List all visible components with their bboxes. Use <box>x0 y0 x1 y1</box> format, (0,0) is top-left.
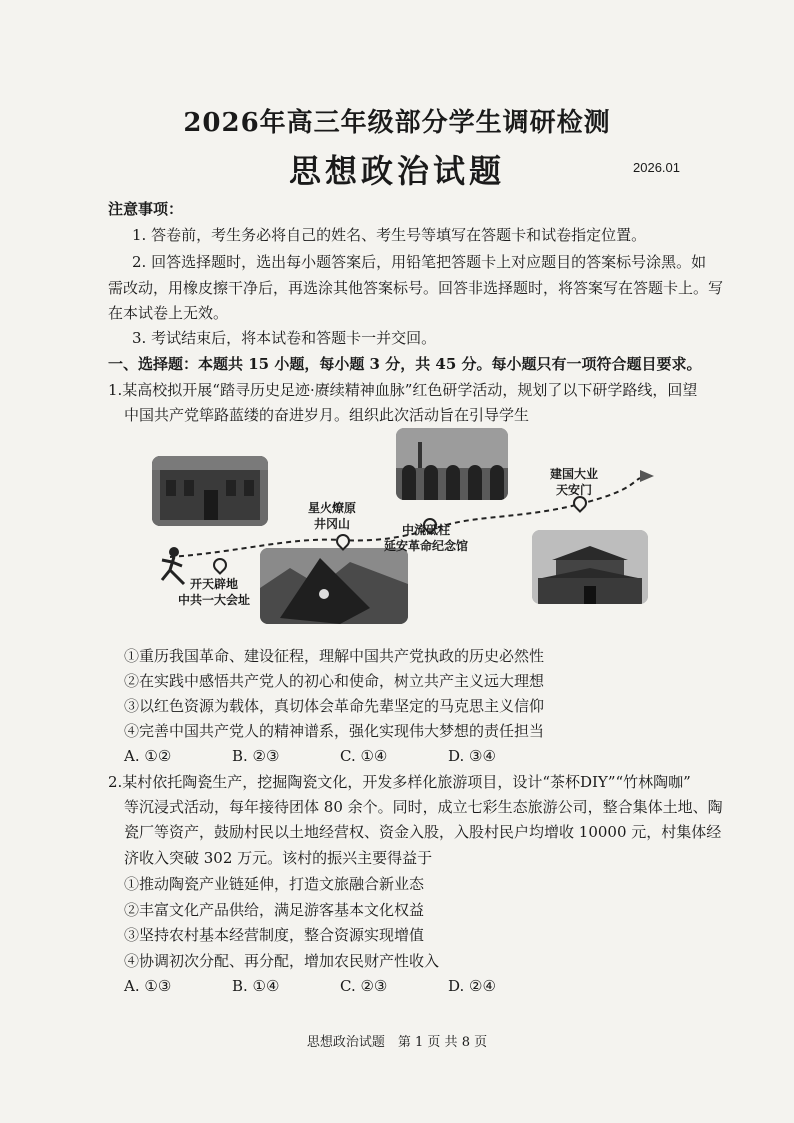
red-route-illustration <box>150 422 670 632</box>
stop-label-jinggangshan <box>308 500 356 532</box>
notice-heading: 注意事项： <box>108 200 184 218</box>
stop-label-tiananmen <box>550 466 598 498</box>
yida-site-photo <box>152 456 268 526</box>
q2-option-c[interactable]: C. ②③ <box>340 977 388 995</box>
notice-item-3: 3. 考试结束后，将本试卷和答题卡一并交回。 <box>132 329 437 347</box>
yanan-memorial-photo <box>396 428 508 500</box>
stop1-title: 开天辟地 <box>190 577 239 591</box>
q1-stem-line1: 1.某高校拟开展“踏寻历史足迹·赓续精神血脉”红色研学活动，规划了以下研学路线，回望 <box>108 381 698 399</box>
q1-option-a[interactable]: A. ①② <box>124 747 172 765</box>
q2-stem-line3: 瓷厂等资产，鼓励村民以土地经营权、资金入股，入股村民户均增收 10000 元，村集体经 <box>124 823 722 841</box>
stop4-place: 天安门 <box>556 483 593 497</box>
exam-date: 2026.01 <box>633 160 680 175</box>
stop2-place: 井冈山 <box>314 517 351 531</box>
jinggangshan-photo <box>260 548 408 624</box>
stop1-place: 中共一大会址 <box>178 593 251 607</box>
q2-statement-1: ①推动陶瓷产业链延伸，打造文旅融合新业态 <box>124 875 425 893</box>
q1-statement-2: ②在实践中感悟共产党人的初心和使命，树立共产主义远大理想 <box>124 672 545 690</box>
q2-stem-line4: 济收入突破 302 万元。该村的振兴主要得益于 <box>124 849 433 867</box>
stop3-place: 延安革命纪念馆 <box>384 539 469 553</box>
stop3-title: 中流砥柱 <box>402 523 451 537</box>
q1-option-d[interactable]: D. ③④ <box>448 747 496 765</box>
q2-option-d[interactable]: D. ②④ <box>448 977 496 995</box>
notice-item-2-line2: 需改动，用橡皮擦干净后，再选涂其他答案标号。回答非选择题时，将答案写在答题卡上。写 <box>108 279 724 297</box>
q1-option-c[interactable]: C. ①④ <box>340 747 388 765</box>
q2-stem-line2: 等沉浸式活动，每年接待团体 80 余个。同时，成立七彩生态旅游公司，整合集体土地、陶 <box>124 798 723 816</box>
q1-option-b[interactable]: B. ②③ <box>232 747 280 765</box>
q2-options <box>124 977 496 995</box>
notice-item-1: 1. 答卷前，考生务必将自己的姓名、考生号等填写在答题卡和试卷指定位置。 <box>132 226 647 244</box>
q1-stem-line2: 中国共产党筚路蓝缕的奋进岁月。组织此次活动旨在引导学生 <box>124 406 530 424</box>
section-heading: 一、选择题：本题共 15 小题，每小题 3 分，共 45 分。每小题只有一项符合题目要求。 <box>108 355 702 373</box>
stop4-title: 建国大业 <box>550 467 599 481</box>
q2-option-b[interactable]: B. ①④ <box>232 977 280 995</box>
notice-item-2-line1: 2. 回答选择题时，选出每小题答案后，用铅笔把答题卡上对应题目的答案标号涂黑。如 <box>132 253 707 271</box>
q2-statement-4: ④协调初次分配、再分配，增加农民财产性收入 <box>124 952 440 970</box>
stop-label-yanan <box>384 522 468 554</box>
notice-item-2-line3: 在本试卷上无效。 <box>108 304 229 322</box>
stop2-title: 星火燎原 <box>308 501 357 515</box>
stop-label-yida <box>178 576 250 608</box>
q2-option-a[interactable]: A. ①③ <box>124 977 172 995</box>
q1-statement-1: ①重历我国革命、建设征程，理解中国共产党执政的历史必然性 <box>124 647 545 665</box>
q1-options <box>124 747 496 765</box>
exam-title: 2026年高三年级部分学生调研检测 <box>183 108 611 138</box>
tiananmen-photo <box>532 530 648 604</box>
q1-statement-3: ③以红色资源为载体，真切体会革命先辈坚定的马克思主义信仰 <box>124 697 545 715</box>
subject-title: 思想政治试题 <box>288 152 505 190</box>
q2-statement-3: ③坚持农村基本经营制度，整合资源实现增值 <box>124 926 425 944</box>
page-footer: 思想政治试题 第 1 页 共 8 页 <box>306 1035 488 1050</box>
q2-stem-line1: 2.某村依托陶瓷生产，挖掘陶瓷文化，开发多样化旅游项目，设计“茶杯DIY”“竹林陶咖” <box>108 773 691 791</box>
q1-statement-4: ④完善中国共产党人的精神谱系，强化实现伟大梦想的责任担当 <box>124 722 545 740</box>
q2-statement-2: ②丰富文化产品供给，满足游客基本文化权益 <box>124 901 425 919</box>
